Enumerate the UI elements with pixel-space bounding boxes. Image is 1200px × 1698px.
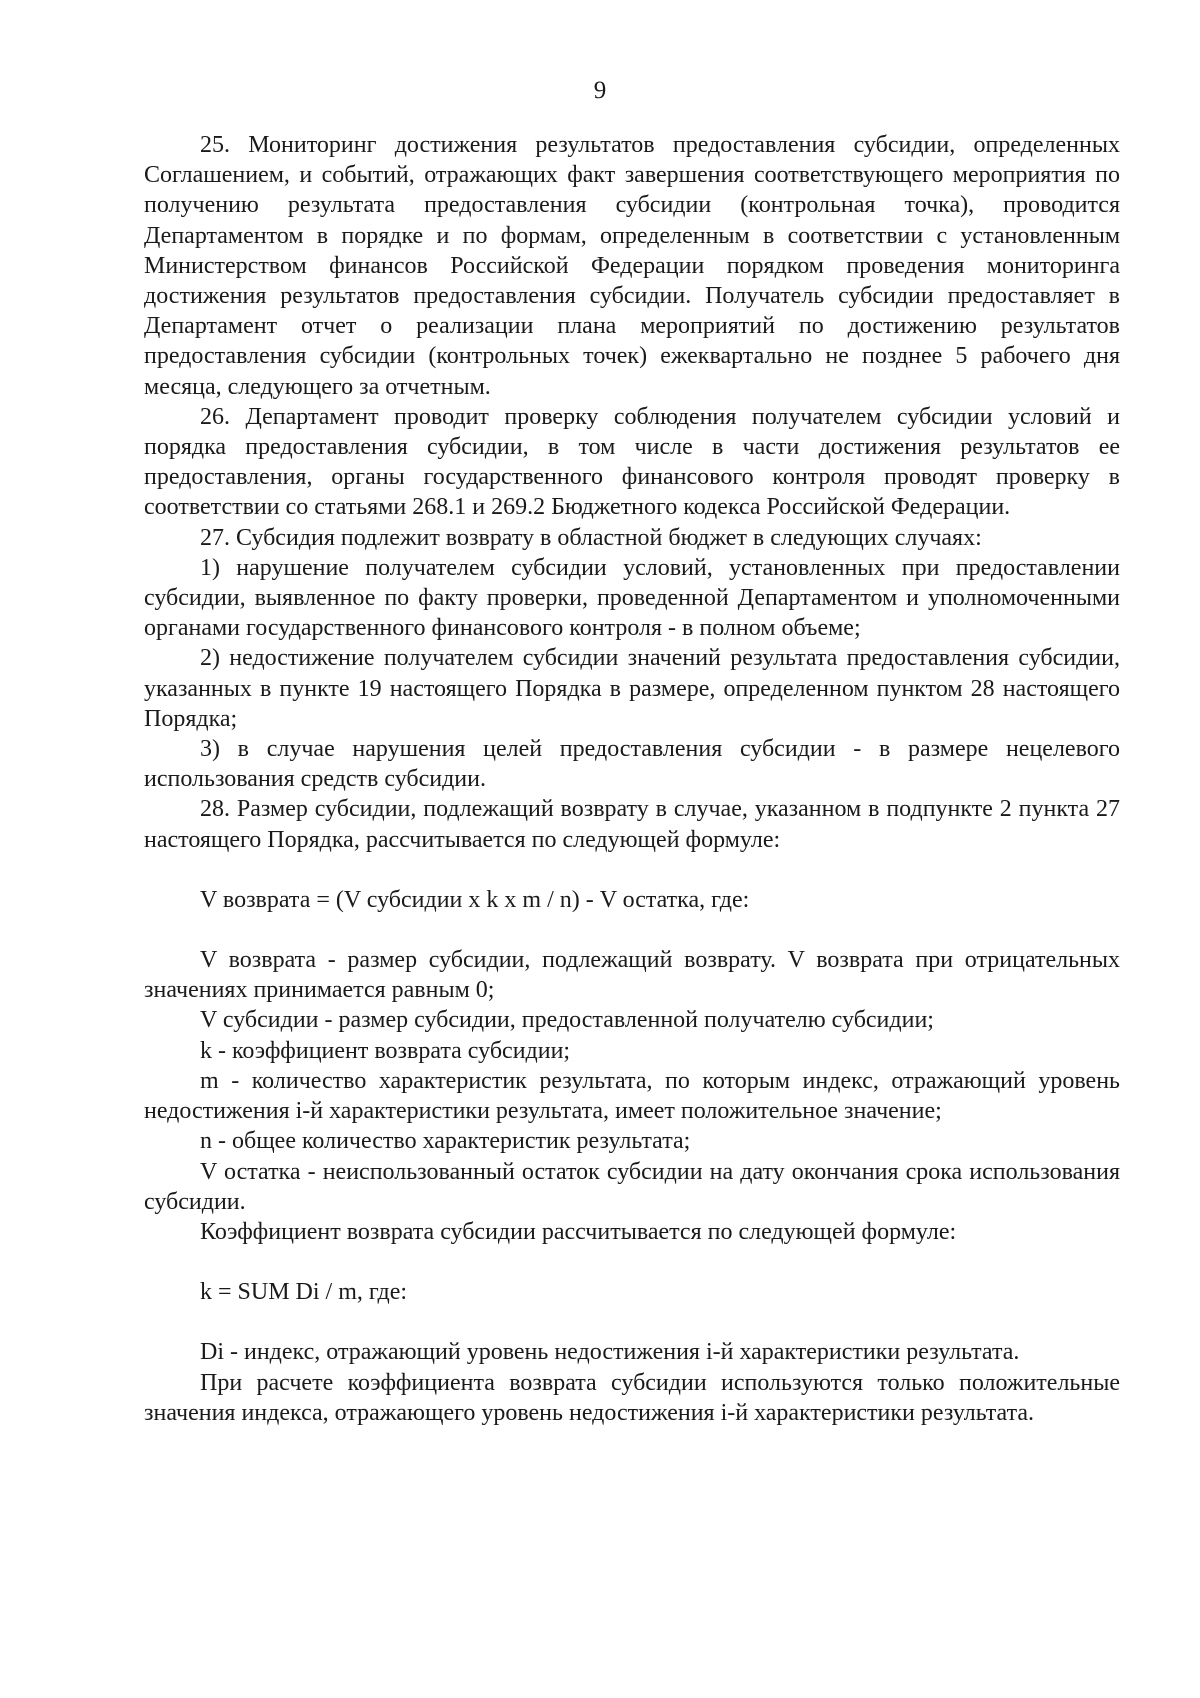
paragraph-28: 28. Размер субсидии, подлежащий возврату в случае, указанном в подпункте 2 пункта 27 настоящего Порядка, рассчитывается по следующей формуле: [144, 796, 1120, 853]
spacer [144, 915, 1120, 945]
definition-v-remainder: V остатка - неиспользованный остаток субсидии на дату окончания срока использования субсидии. [144, 1158, 1120, 1215]
refund-formula: V возврата = (V субсидии x k x m / n) - V остатка, где: [200, 886, 750, 913]
coefficient-formula: k = SUM Di / m, где: [200, 1279, 408, 1306]
spacer [144, 855, 1120, 885]
paragraph-27-item-2: 2) недостижение получателем субсидии значений результата предоставления субсидии, указанных в пункте 19 настоящего Порядка в размере, определенном пунктом 28 настоящего Порядка; [144, 645, 1120, 732]
definition-di: Di - индекс, отражающий уровень недостижения i-й характеристики результата. [200, 1339, 1020, 1366]
paragraph-26: 26. Департамент проводит проверку соблюдения получателем субсидии условий и порядка предоставления субсидии, в том числе в части достижения результатов ее предоставления, органы государственного финансового контроля проводят проверку в соответствии со статьями 268.1 и 269.2 Бюджетного кодекса Российской Федерации. [144, 403, 1120, 521]
spacer [144, 1307, 1120, 1337]
definition-n: n - общее количество характеристик результата; [200, 1128, 691, 1155]
paragraph-25: 25. Мониторинг достижения результатов предоставления субсидии, определенных Соглашением, и событий, отражающих факт завершения соответствующего мероприятия по получению результата предоставления субсидии (контрольная точка), проводится Департаментом в порядке и по формам, определенным в соответствии с установленным Министерством финансов Российской Федерации порядком проведения мониторинга достижения результатов предоставления субсидии. Получатель субсидии предоставляет в Департамент отчет о реализации плана мероприятий по достижению результатов предоставления субсидии (контрольных точек) ежеквартально не позднее 5 рабочего дня месяца, следующего за отчетным. [144, 132, 1120, 400]
paragraph-27-item-3: 3) в случае нарушения целей предоставления субсидии - в размере нецелевого использования средств субсидии. [144, 736, 1120, 793]
spacer [144, 1247, 1120, 1277]
coefficient-note: При расчете коэффициента возврата субсидии используются только положительные значения индекса, отражающего уровень недостижения i-й характеристики результата. [144, 1369, 1120, 1426]
page-number: 9 [593, 77, 607, 104]
definition-m: m - количество характеристик результата, по которым индекс, отражающий уровень недостижения i-й характеристики результата, имеет положительное значение; [144, 1067, 1120, 1125]
definition-v-refund: V возврата - размер субсидии, подлежащий возврату. V возврата при отрицательных значениях принимается равным 0; [144, 947, 1120, 1004]
paragraph-27-item-1: 1) нарушение получателем субсидии условий, установленных при предоставлении субсидии, выявленное по факту проверки, проведенной Департаментом и уполномоченными органами государственного финансового контроля - в полном объеме; [144, 554, 1120, 642]
definition-v-subsidy: V субсидии - размер субсидии, предоставленной получателю субсидии; [200, 1007, 934, 1034]
document-body [144, 130, 1120, 1428]
paragraph-27: 27. Субсидия подлежит возврату в областной бюджет в следующих случаях: [200, 524, 982, 551]
coefficient-intro: Коэффициент возврата субсидии рассчитывается по следующей формуле: [200, 1218, 957, 1245]
definition-k: k - коэффициент возврата субсидии; [200, 1037, 571, 1064]
